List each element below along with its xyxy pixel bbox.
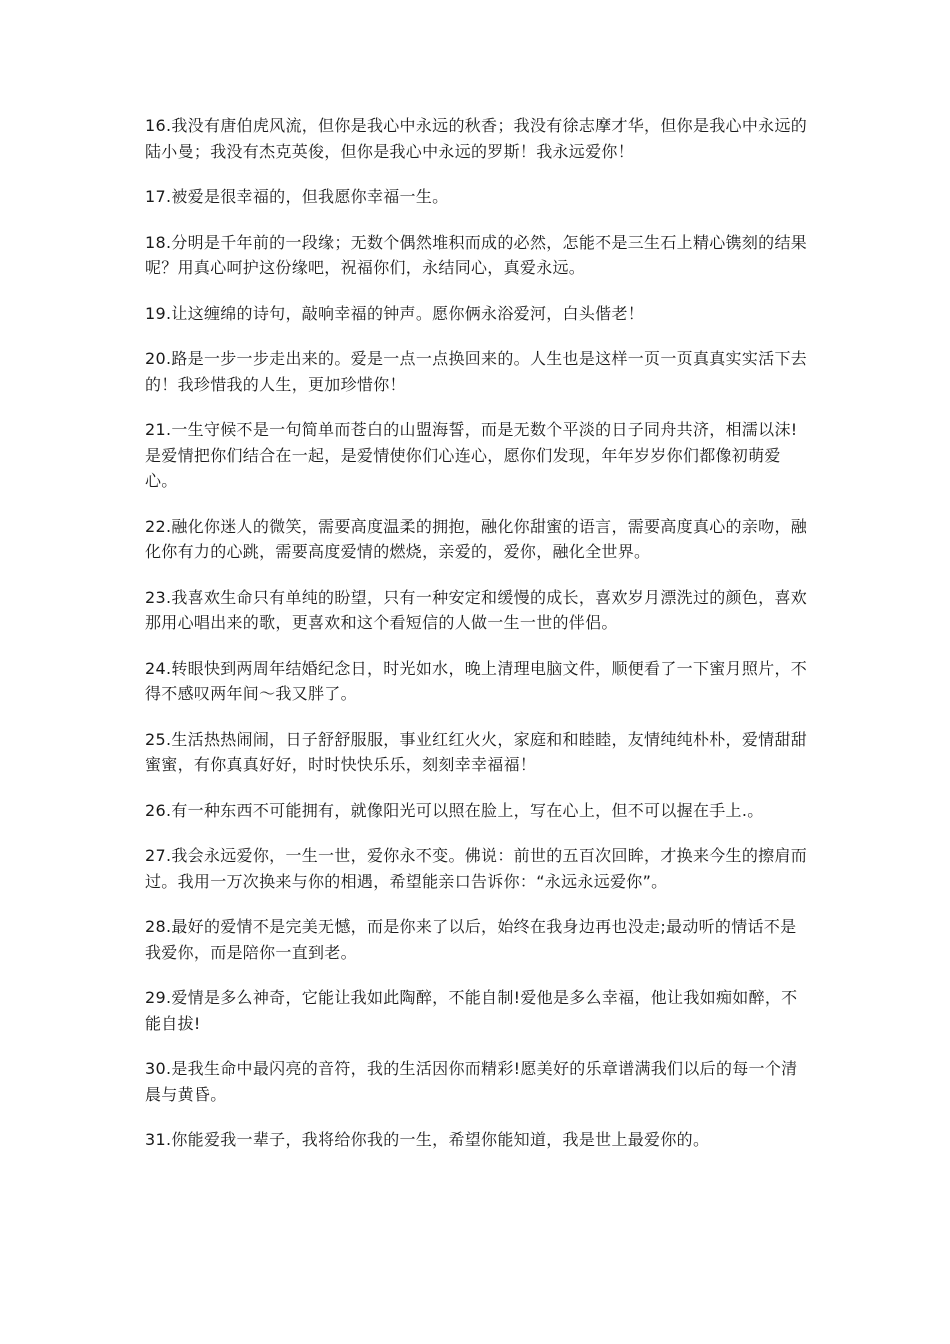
paragraph-31: 31.你能爱我一辈子，我将给你我的一生，希望你能知道，我是世上最爱你的。 bbox=[145, 1130, 710, 1149]
paragraph-24: 24.转眼快到两周年结婚纪念日，时光如水，晚上清理电脑文件，顺便看了一下蜜月照片，不得不感叹两年间～我又胖了。 bbox=[145, 658, 808, 703]
paragraph-17: 17.被爱是很幸福的，但我愿你幸福一生。 bbox=[145, 187, 449, 206]
paragraph-28: 28.最好的爱情不是完美无憾，而是你来了以后，始终在我身边再也没走;最动听的情话不是我爱你，而是陪你一直到老。 bbox=[145, 917, 797, 962]
paragraph-18: 18.分明是千年前的一段缘；无数个偶然堆积而成的必然，怎能不是三生石上精心镌刻的结果呢？用真心呵护这份缘吧，祝福你们，永结同心，真爱永远。 bbox=[145, 232, 808, 277]
paragraph-22: 22.融化你迷人的微笑，需要高度温柔的拥抱，融化你甜蜜的语言，需要高度真心的亲吻，融化你有力的心跳，需要高度爱情的燃烧，亲爱的，爱你，融化全世界。 bbox=[145, 516, 808, 561]
paragraph-20: 20.路是一步一步走出来的。爱是一点一点换回来的。人生也是这样一页一页真真实实活下去的！我珍惜我的人生，更加珍惜你！ bbox=[145, 349, 808, 394]
paragraph-25: 25.生活热热闹闹，日子舒舒服服，事业红红火火，家庭和和睦睦，友情纯纯朴朴，爱情甜甜蜜蜜，有你真真好好，时时快快乐乐，刻刻幸幸福福！ bbox=[145, 729, 808, 774]
paragraph-26: 26.有一种东西不可能拥有，就像阳光可以照在脸上，写在心上，但不可以握在手上.。 bbox=[145, 800, 764, 820]
paragraph-21: 21.一生守候不是一句简单而苍白的山盟海誓，而是无数个平淡的日子同舟共济，相濡以沫!是爱情把你们结合在一起，是爱情使你们心连心，愿你们发现，年年岁岁你们都像初萌爱心。 bbox=[145, 420, 798, 490]
paragraph-16: 16.我没有唐伯虎风流，但你是我心中永远的秋香；我没有徐志摩才华，但你是我心中永远的陆小曼；我没有杰克英俊，但你是我心中永远的罗斯！我永远爱你！ bbox=[145, 116, 808, 161]
paragraph-27: 27.我会永远爱你，一生一世，爱你永不变。佛说：前世的五百次回眸，才换来今生的擦肩而过。我用一万次换来与你的相遇，希望能亲口告诉你：“永远永远爱你”。 bbox=[145, 846, 808, 891]
paragraph-23: 23.我喜欢生命只有单纯的盼望，只有一种安定和缓慢的成长，喜欢岁月漂洗过的颜色，喜欢那用心唱出来的歌，更喜欢和这个看短信的人做一生一世的伴侣。 bbox=[145, 587, 808, 632]
paragraph-30: 30.是我生命中最闪亮的音符，我的生活因你而精彩!愿美好的乐章谱满我们以后的每一个清晨与黄昏。 bbox=[145, 1059, 798, 1104]
paragraph-29: 29.爱情是多么神奇，它能让我如此陶醉，不能自制!爱他是多么幸福，他让我如痴如醉，不能自拔! bbox=[145, 988, 798, 1033]
paragraph-19: 19.让这缠绵的诗句，敲响幸福的钟声。愿你俩永浴爱河，白头偕老！ bbox=[145, 303, 645, 323]
document-body bbox=[145, 113, 810, 1173]
